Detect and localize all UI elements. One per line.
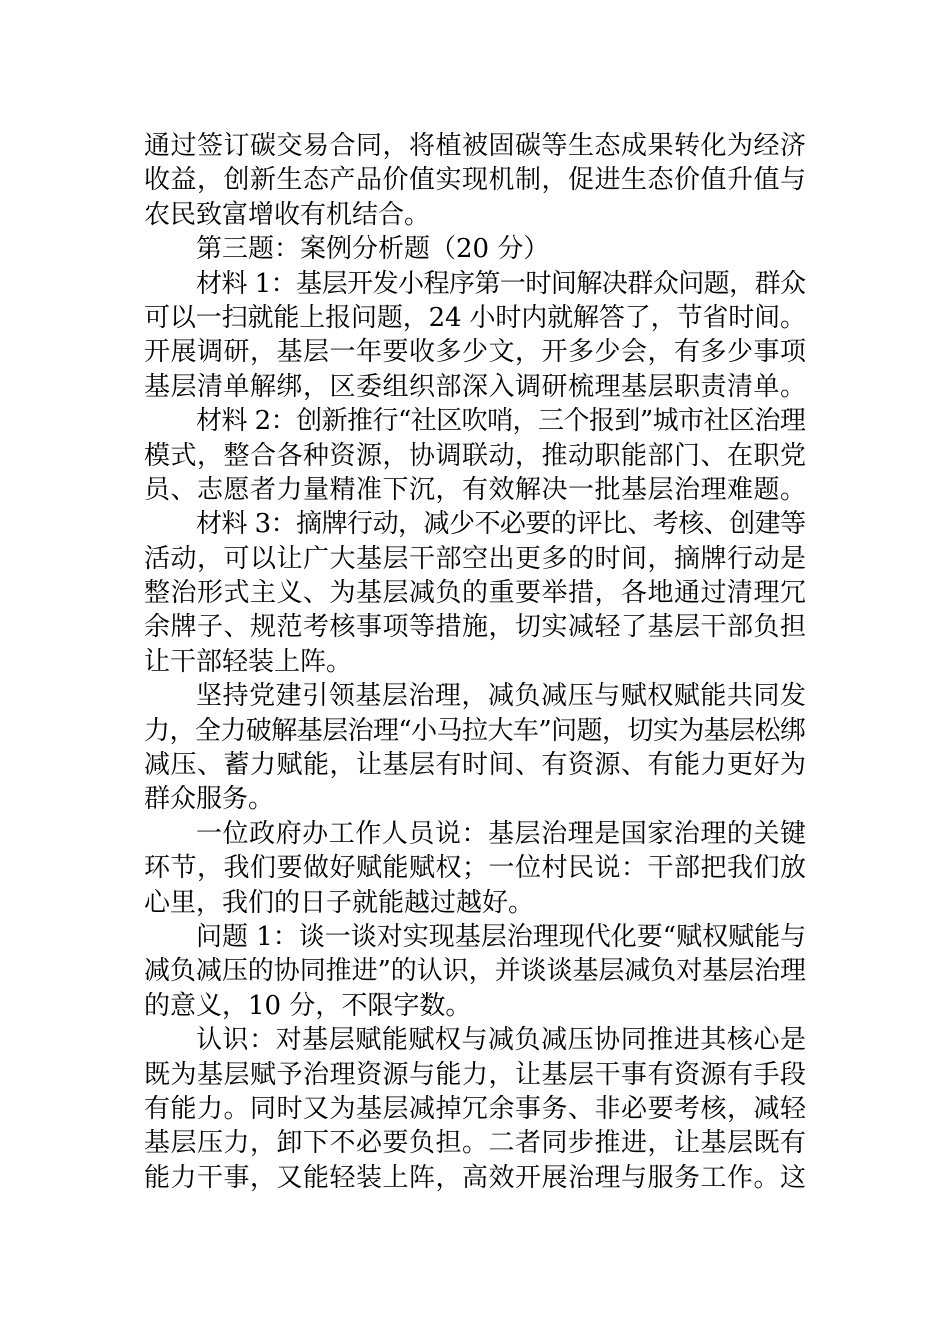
- text-line: 基层清单解绑，区委组织部深入调研梳理基层职责清单。: [144, 371, 806, 402]
- text-line: 问题 1：谈一谈对实现基层治理现代化要“赋权赋能与: [196, 921, 807, 952]
- text-line: 材料 2：创新推行“社区吹哨，三个报到”城市社区治理: [196, 406, 806, 437]
- text-line: 材料 1：基层开发小程序第一时间解决群众问题，群众: [196, 268, 806, 299]
- text-line: 有能力。同时又为基层减掉冗余事务、非必要考核，减轻: [144, 1093, 806, 1124]
- text-line: 坚持党建引领基层治理，减负减压与赋权赋能共同发: [196, 681, 806, 712]
- text-line: 活动，可以让广大基层干部空出更多的时间，摘牌行动是: [144, 543, 806, 574]
- text-line: 力，全力破解基层治理“小马拉大车”问题，切实为基层松绑: [144, 715, 806, 746]
- text-line: 整治形式主义、为基层减负的重要举措，各地通过清理冗: [144, 578, 806, 609]
- text-line: 基层压力，卸下不必要负担。二者同步推进，让基层既有: [144, 1128, 806, 1159]
- text-line: 开展调研，基层一年要收多少文，开多少会，有多少事项: [144, 337, 806, 368]
- text-line: 员、志愿者力量精准下沉，有效解决一批基层治理难题。: [144, 474, 806, 505]
- text-line: 第三题：案例分析题（20 分）: [196, 234, 550, 265]
- text-line: 材料 3：摘牌行动，减少不必要的评比、考核、创建等: [196, 509, 806, 540]
- document-body: [144, 129, 806, 1195]
- text-line: 群众服务。: [144, 784, 275, 815]
- text-line: 认识：对基层赋能赋权与减负减压协同推进其核心是: [196, 1025, 806, 1056]
- text-line: 能力干事，又能轻装上阵，高效开展治理与服务工作。这: [144, 1162, 806, 1193]
- text-line: 通过签订碳交易合同，将植被固碳等生态成果转化为经济: [144, 131, 806, 161]
- text-line: 余牌子、规范考核事项等措施，切实减轻了基层干部负担: [144, 612, 806, 643]
- text-line: 环节，我们要做好赋能赋权；一位村民说：干部把我们放: [144, 853, 806, 884]
- text-line: 的意义，10 分，不限字数。: [144, 990, 472, 1021]
- text-line: 心里，我们的日子就能越过越好。: [144, 887, 535, 918]
- text-line: 可以一扫就能上报问题，24 小时内就解答了，节省时间。: [144, 302, 806, 333]
- text-line: 减压、蓄力赋能，让基层有时间、有资源、有能力更好为: [144, 750, 806, 781]
- text-line: 一位政府办工作人员说：基层治理是国家治理的关键: [196, 818, 806, 849]
- text-line: 让干部轻装上阵。: [144, 646, 353, 677]
- text-line: 收益，创新生态产品价值实现机制，促进生态价值升值与: [144, 165, 806, 196]
- text-line: 既为基层赋予治理资源与能力，让基层干事有资源有手段: [144, 1059, 806, 1090]
- text-line: 减负减压的协同推进”的认识，并谈谈基层减负对基层治理: [144, 956, 806, 987]
- text-line: 农民致富增收有机结合。: [144, 199, 431, 230]
- text-line: 模式，整合各种资源，协调联动，推动职能部门、在职党: [144, 440, 806, 471]
